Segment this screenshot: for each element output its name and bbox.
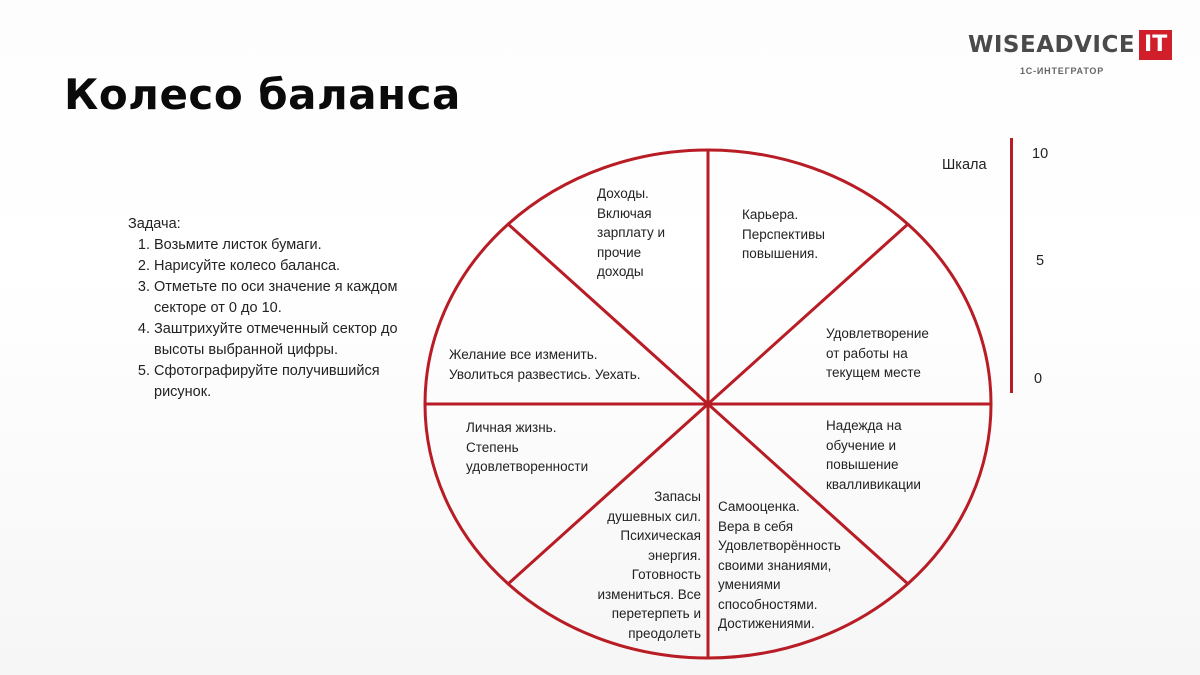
- logo-it-badge: IT: [1139, 30, 1172, 60]
- sector-desire-to-change: [449, 345, 641, 384]
- sector-text-line: Перспективы: [742, 226, 825, 242]
- sector-text-line: умениями: [718, 577, 781, 592]
- sector-text-line: зарплату и: [597, 225, 665, 240]
- sector-text-line: Психическая: [620, 528, 701, 543]
- task-step: 2. Нарисуйте колесо баланса.: [154, 256, 398, 277]
- scale-tick-10: 10: [1032, 146, 1049, 162]
- sector-text-line: Карьера.: [742, 207, 799, 222]
- sector-text-line: Достижениями.: [718, 616, 815, 631]
- sector-mental-energy: [590, 487, 701, 643]
- logo-wordmark: WISEADVICE: [968, 32, 1136, 58]
- scale-tick-5: 5: [1036, 253, 1045, 269]
- sector-text-line: повышение: [826, 457, 899, 472]
- slide-title: Колесо баланса: [64, 70, 461, 119]
- sector-text-line: обучение и: [826, 437, 897, 453]
- sector-text-line: Надежда на: [826, 418, 902, 433]
- sector-text-line: Удовлетворение: [826, 326, 929, 341]
- sector-text-line: от работы на: [826, 345, 908, 361]
- task-step: 5. Сфотографируйте получившийся рисунок.: [154, 361, 398, 403]
- sector-text-line: доходы: [597, 264, 644, 279]
- logo-subtitle: 1С-ИНТЕГРАТОР: [1020, 66, 1105, 76]
- sector-text-line: Удовлетворённость: [718, 538, 841, 553]
- sector-text-line: удовлетворенности: [466, 459, 589, 474]
- sector-text-line: Уволиться развестись. Уехать.: [449, 366, 641, 382]
- sector-income: [597, 184, 665, 282]
- sector-text-line: измениться. Все: [597, 586, 701, 602]
- sector-text-line: повышения.: [742, 246, 819, 261]
- sector-text-line: Готовность: [631, 567, 701, 582]
- sector-text-line: Желание все изменить.: [449, 347, 598, 362]
- sector-text-line: способностями.: [718, 596, 818, 612]
- scale-tick-0: 0: [1034, 371, 1043, 387]
- sector-career: [742, 205, 825, 264]
- task-heading: Задача:: [128, 216, 181, 232]
- sector-text-line: квалливикации: [826, 476, 921, 492]
- task-step: 4. Заштрихуйте отмеченный сектор до высоты выбранной цифры.: [154, 319, 398, 361]
- task-step: 1. Возьмите листок бумаги.: [154, 235, 398, 256]
- sector-text-line: Вера в себя: [718, 518, 794, 534]
- sector-text-line: Доходы.: [597, 186, 649, 201]
- sector-text-line: текущем месте: [826, 365, 921, 380]
- sector-text-line: Включая: [597, 205, 652, 221]
- sector-job-satisfaction: [826, 324, 929, 383]
- sector-text-line: перетерпеть и: [611, 606, 701, 621]
- sector-text-line: преодолеть: [628, 625, 701, 641]
- sector-text-line: прочие: [597, 244, 642, 260]
- scale-label: Шкала: [942, 157, 987, 173]
- sector-text-line: Самооценка.: [718, 499, 800, 514]
- sector-personal-life: [466, 418, 588, 477]
- sector-text-line: Личная жизнь.: [466, 420, 557, 435]
- sector-self-esteem: [718, 497, 841, 634]
- sector-text-line: энергия.: [648, 547, 701, 563]
- sector-learning-hope: [826, 416, 921, 494]
- sector-text-line: Степень: [466, 439, 519, 455]
- sector-text-line: своими знаниями,: [718, 557, 832, 573]
- task-step: 3. Отметьте по оси значение я каждом секторе от 0 до 10.: [154, 277, 398, 319]
- sector-text-line: Запасы: [654, 489, 701, 504]
- sector-text-line: душевных сил.: [607, 508, 701, 524]
